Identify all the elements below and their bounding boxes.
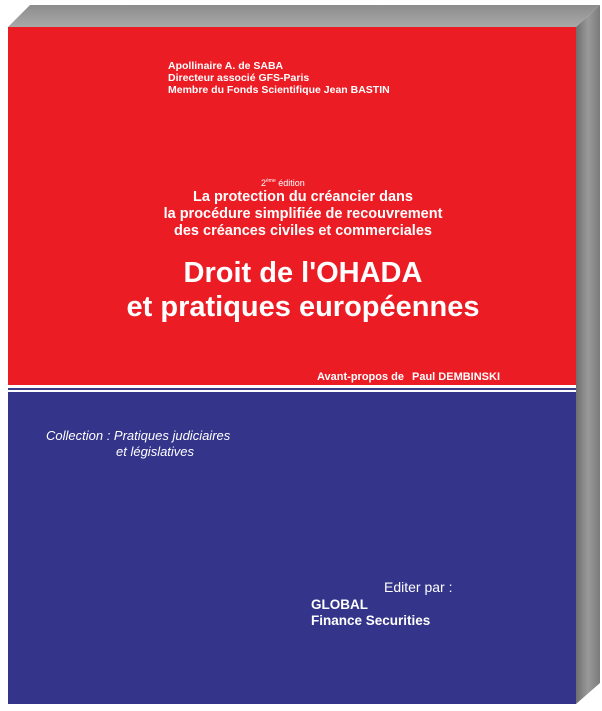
preface-credit: Avant-propos de Paul DEMBINSKI xyxy=(317,371,501,383)
collection-line: et législatives xyxy=(116,444,195,459)
author-affiliation: Membre du Fonds Scientifique Jean BASTIN xyxy=(168,84,390,96)
editor-label: Editer par : xyxy=(384,579,453,595)
book-top-edge xyxy=(8,5,600,27)
subtitle-line: la procédure simplifiée de recouvrement xyxy=(163,206,443,222)
collection-line: Collection : Pratiques judiciaires xyxy=(46,428,231,443)
subtitle-line: des créances civiles et commerciales xyxy=(174,223,432,239)
publisher-name: GLOBAL xyxy=(311,597,368,612)
author-role: Directeur associé GFS-Paris xyxy=(168,72,310,84)
author-name: Apollinaire A. de SABA xyxy=(168,60,284,72)
publisher-name: Finance Securities xyxy=(311,613,431,628)
front-cover xyxy=(8,27,576,704)
book-title-line: et pratiques européennes xyxy=(126,291,480,323)
book-side-edge xyxy=(576,5,600,704)
edition-label: 2ème édition xyxy=(261,178,305,188)
book-title-line: Droit de l'OHADA xyxy=(183,257,423,289)
subtitle-line: La protection du créancier dans xyxy=(193,189,413,205)
